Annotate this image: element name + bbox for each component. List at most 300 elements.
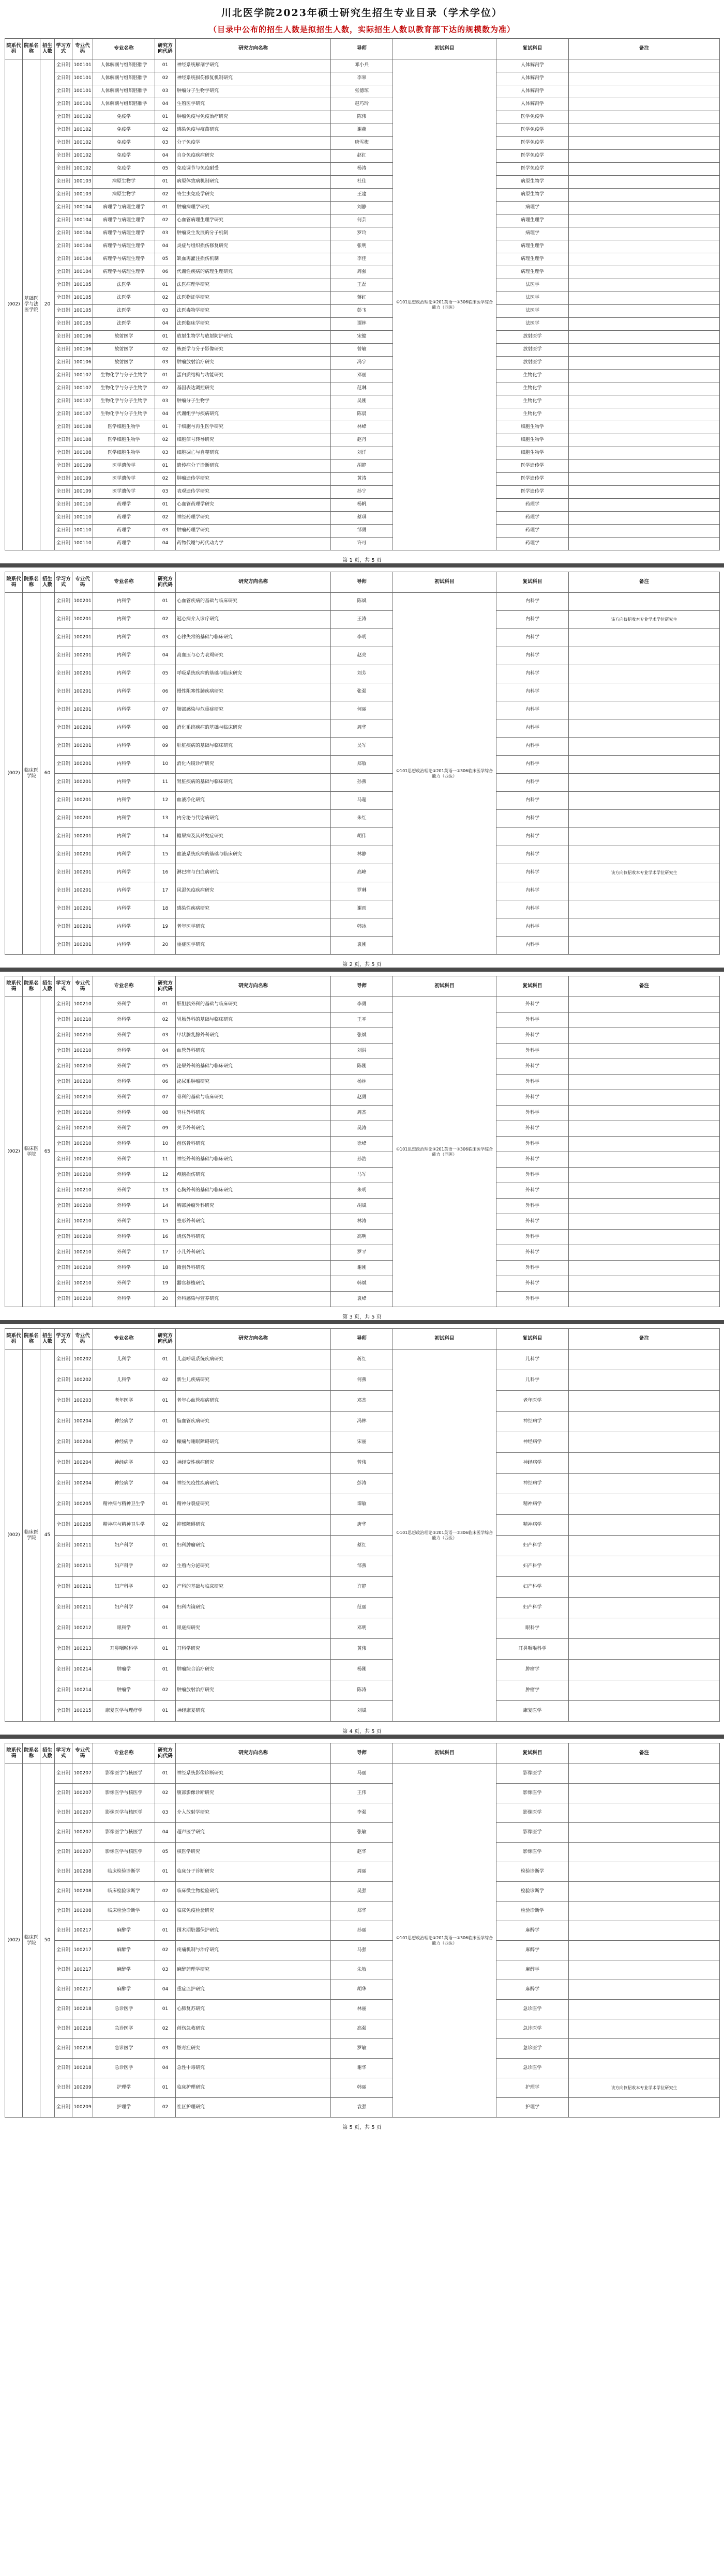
major-code: 100205 bbox=[72, 1515, 93, 1536]
advisor: 陈刚 bbox=[331, 1059, 393, 1075]
retest-subject: 药理学 bbox=[496, 538, 569, 550]
direction-code: 02 bbox=[155, 1432, 176, 1453]
study-mode: 全日制 bbox=[55, 1292, 72, 1307]
retest-subject: 护理学 bbox=[496, 2098, 569, 2118]
table-row bbox=[5, 331, 720, 344]
major-name: 内科学 bbox=[93, 611, 155, 629]
study-mode: 全日制 bbox=[55, 593, 72, 611]
study-mode: 全日制 bbox=[55, 1823, 72, 1843]
study-mode: 全日制 bbox=[55, 1137, 72, 1152]
direction-name: 血液系统疾病的基础与临床研究 bbox=[176, 846, 331, 864]
remark bbox=[569, 486, 720, 499]
remark bbox=[569, 1090, 720, 1106]
table-row bbox=[5, 2098, 720, 2118]
column-header: 复试科目 bbox=[496, 1329, 569, 1350]
direction-name: 胸部肿瘤外科研究 bbox=[176, 1199, 331, 1214]
advisor: 范丽 bbox=[331, 1598, 393, 1618]
remark bbox=[569, 1843, 720, 1862]
advisor: 罗琳 bbox=[331, 882, 393, 900]
retest-subject: 细胞生物学 bbox=[496, 421, 569, 434]
retest-subject: 外科学 bbox=[496, 1044, 569, 1059]
direction-code: 03 bbox=[155, 1803, 176, 1823]
major-name: 影像医学与核医学 bbox=[93, 1843, 155, 1862]
retest-subject: 法医学 bbox=[496, 305, 569, 318]
school-code: (002) bbox=[5, 1764, 23, 2118]
retest-subject: 内科学 bbox=[496, 611, 569, 629]
table-row bbox=[5, 460, 720, 473]
direction-code: 01 bbox=[155, 1660, 176, 1680]
advisor: 吴强 bbox=[331, 1882, 393, 1902]
study-mode: 全日制 bbox=[55, 1391, 72, 1412]
study-mode: 全日制 bbox=[55, 447, 72, 460]
direction-name: 老年心血管疾病研究 bbox=[176, 1391, 331, 1412]
remark bbox=[569, 163, 720, 176]
remark bbox=[569, 253, 720, 266]
retest-subject: 神经病学 bbox=[496, 1412, 569, 1432]
major-name: 人体解剖与组织胚胎学 bbox=[93, 85, 155, 98]
study-mode: 全日制 bbox=[55, 305, 72, 318]
study-mode: 全日制 bbox=[55, 828, 72, 846]
direction-code: 02 bbox=[155, 189, 176, 202]
study-mode: 全日制 bbox=[55, 1059, 72, 1075]
table-row bbox=[5, 1432, 720, 1453]
major-code: 100102 bbox=[72, 163, 93, 176]
advisor: 谭敏 bbox=[331, 1494, 393, 1515]
table-row bbox=[5, 1137, 720, 1152]
retest-subject: 药理学 bbox=[496, 525, 569, 538]
remark bbox=[569, 1639, 720, 1660]
remark bbox=[569, 72, 720, 85]
major-code: 100105 bbox=[72, 279, 93, 292]
direction-code: 11 bbox=[155, 774, 176, 792]
page-footer: 第 2 页，共 5 页 bbox=[342, 962, 382, 968]
retest-subject: 内科学 bbox=[496, 665, 569, 683]
retest-subject: 外科学 bbox=[496, 1137, 569, 1152]
major-code: 100210 bbox=[72, 1183, 93, 1199]
table-row bbox=[5, 937, 720, 955]
major-name: 医学遗传学 bbox=[93, 486, 155, 499]
direction-name: 泌尿外科的基础与临床研究 bbox=[176, 1059, 331, 1075]
direction-name: 代谢组学与疾病研究 bbox=[176, 408, 331, 421]
major-code: 100108 bbox=[72, 434, 93, 447]
direction-name: 急性中毒研究 bbox=[176, 2059, 331, 2078]
remark bbox=[569, 1598, 720, 1618]
major-code: 100104 bbox=[72, 202, 93, 214]
direction-code: 04 bbox=[155, 1598, 176, 1618]
direction-code: 04 bbox=[155, 240, 176, 253]
direction-code: 02 bbox=[155, 611, 176, 629]
advisor: 许可 bbox=[331, 538, 393, 550]
remark bbox=[569, 227, 720, 240]
major-name: 外科学 bbox=[93, 1199, 155, 1214]
direction-code: 20 bbox=[155, 937, 176, 955]
table-row bbox=[5, 1803, 720, 1823]
remark bbox=[569, 2039, 720, 2059]
study-mode: 全日制 bbox=[55, 774, 72, 792]
direction-code: 01 bbox=[155, 279, 176, 292]
direction-code: 02 bbox=[155, 1680, 176, 1701]
table-row bbox=[5, 525, 720, 538]
retest-subject: 外科学 bbox=[496, 1013, 569, 1028]
column-header: 专业代码 bbox=[72, 976, 93, 997]
major-name: 医学细胞生物学 bbox=[93, 434, 155, 447]
major-name: 临床检验诊断学 bbox=[93, 1862, 155, 1882]
direction-name: 肿瘤放射治疗研究 bbox=[176, 357, 331, 370]
column-header: 备注 bbox=[569, 1329, 720, 1350]
table-row bbox=[5, 1013, 720, 1028]
advisor: 陈晨 bbox=[331, 408, 393, 421]
remark bbox=[569, 382, 720, 395]
table-row bbox=[5, 864, 720, 882]
advisor: 林静 bbox=[331, 846, 393, 864]
column-header: 院系代码 bbox=[5, 976, 23, 997]
study-mode: 全日制 bbox=[55, 370, 72, 382]
advisor: 邹燕 bbox=[331, 1556, 393, 1577]
major-name: 外科学 bbox=[93, 1183, 155, 1199]
direction-code: 09 bbox=[155, 738, 176, 756]
retest-subject: 病理生理学 bbox=[496, 214, 569, 227]
advisor: 周华 bbox=[331, 719, 393, 738]
advisor: 张强 bbox=[331, 683, 393, 701]
remark bbox=[569, 937, 720, 955]
direction-name: 神经外科的基础与临床研究 bbox=[176, 1152, 331, 1168]
table-row bbox=[5, 1556, 720, 1577]
major-name: 外科学 bbox=[93, 1028, 155, 1044]
study-mode: 全日制 bbox=[55, 434, 72, 447]
major-code: 100105 bbox=[72, 318, 93, 331]
study-mode: 全日制 bbox=[55, 1556, 72, 1577]
major-code: 100217 bbox=[72, 1941, 93, 1960]
table-row bbox=[5, 738, 720, 756]
advisor: 张斌 bbox=[331, 1028, 393, 1044]
direction-name: 糖尿病及其并发症研究 bbox=[176, 828, 331, 846]
major-name: 麻醉学 bbox=[93, 1941, 155, 1960]
retest-subject: 生物化学 bbox=[496, 370, 569, 382]
remark bbox=[569, 240, 720, 253]
direction-name: 心律失常的基础与临床研究 bbox=[176, 629, 331, 647]
study-mode: 全日制 bbox=[55, 1474, 72, 1494]
advisor: 高明 bbox=[331, 1230, 393, 1245]
column-header: 招生人数 bbox=[40, 39, 55, 59]
direction-name: 微创外科研究 bbox=[176, 1261, 331, 1276]
document-note: （目录中公布的招生人数是拟招生人数，实际招生人数以教育部下达的规模数为准） bbox=[208, 25, 515, 34]
remark bbox=[569, 997, 720, 1013]
direction-name: 外科感染与营养研究 bbox=[176, 1292, 331, 1307]
exam-subjects: ①101思想政治理论②201英语一③306临床医学综合能力（西医） bbox=[393, 997, 496, 1307]
table-row bbox=[5, 59, 720, 72]
major-code: 100201 bbox=[72, 683, 93, 701]
study-mode: 全日制 bbox=[55, 1090, 72, 1106]
column-header: 导师 bbox=[331, 1743, 393, 1764]
advisor: 许静 bbox=[331, 1577, 393, 1598]
advisor: 林丽 bbox=[331, 2000, 393, 2019]
direction-code: 04 bbox=[155, 1474, 176, 1494]
exam-subjects: ①101思想政治理论②201英语一③306临床医学综合能力（西医） bbox=[393, 1764, 496, 2118]
remark bbox=[569, 512, 720, 525]
major-code: 100211 bbox=[72, 1598, 93, 1618]
remark: 该方向仅招收本专业学术学位研究生 bbox=[569, 611, 720, 629]
advisor: 邓小兵 bbox=[331, 59, 393, 72]
retest-subject: 妇产科学 bbox=[496, 1556, 569, 1577]
major-code: 100110 bbox=[72, 538, 93, 550]
major-name: 外科学 bbox=[93, 1214, 155, 1230]
major-code: 100107 bbox=[72, 408, 93, 421]
remark bbox=[569, 98, 720, 111]
table-row bbox=[5, 1183, 720, 1199]
direction-name: 超声医学研究 bbox=[176, 1823, 331, 1843]
direction-name: 肿瘤病理学研究 bbox=[176, 202, 331, 214]
direction-code: 04 bbox=[155, 647, 176, 665]
advisor: 邓丽 bbox=[331, 370, 393, 382]
direction-name: 核医学研究 bbox=[176, 1843, 331, 1862]
major-code: 100201 bbox=[72, 593, 93, 611]
major-name: 精神病与精神卫生学 bbox=[93, 1494, 155, 1515]
direction-code: 03 bbox=[155, 525, 176, 538]
table-row bbox=[5, 318, 720, 331]
study-mode: 全日制 bbox=[55, 1680, 72, 1701]
major-name: 生物化学与分子生物学 bbox=[93, 370, 155, 382]
direction-name: 肿瘤综合治疗研究 bbox=[176, 1660, 331, 1680]
table-row bbox=[5, 1168, 720, 1183]
direction-code: 01 bbox=[155, 1701, 176, 1722]
remark bbox=[569, 1152, 720, 1168]
retest-subject: 护理学 bbox=[496, 2078, 569, 2098]
retest-subject: 法医学 bbox=[496, 292, 569, 305]
table-row bbox=[5, 1028, 720, 1044]
major-code: 100201 bbox=[72, 846, 93, 864]
advisor: 黄伟 bbox=[331, 1639, 393, 1660]
column-header: 院系代码 bbox=[5, 1743, 23, 1764]
major-name: 外科学 bbox=[93, 1059, 155, 1075]
study-mode: 全日制 bbox=[55, 719, 72, 738]
remark bbox=[569, 882, 720, 900]
major-code: 100202 bbox=[72, 1350, 93, 1370]
retest-subject: 外科学 bbox=[496, 1230, 569, 1245]
advisor: 孙浩 bbox=[331, 1152, 393, 1168]
direction-code: 01 bbox=[155, 1391, 176, 1412]
page-footer: 第 3 页，共 5 页 bbox=[342, 1314, 382, 1320]
advisor: 谢燕 bbox=[331, 124, 393, 137]
study-mode: 全日制 bbox=[55, 1412, 72, 1432]
direction-code: 02 bbox=[155, 72, 176, 85]
column-header: 院系代码 bbox=[5, 1329, 23, 1350]
remark bbox=[569, 665, 720, 683]
remark bbox=[569, 738, 720, 756]
direction-name: 神经系统影像诊断研究 bbox=[176, 1764, 331, 1784]
major-name: 外科学 bbox=[93, 1106, 155, 1121]
direction-code: 01 bbox=[155, 59, 176, 72]
column-header: 复试科目 bbox=[496, 39, 569, 59]
advisor: 刘洋 bbox=[331, 447, 393, 460]
study-mode: 全日制 bbox=[55, 163, 72, 176]
major-code: 100207 bbox=[72, 1803, 93, 1823]
major-name: 病理学与病理生理学 bbox=[93, 253, 155, 266]
direction-code: 01 bbox=[155, 1639, 176, 1660]
direction-name: 眼底病研究 bbox=[176, 1618, 331, 1639]
direction-code: 04 bbox=[155, 538, 176, 550]
major-code: 100201 bbox=[72, 756, 93, 774]
direction-name: 神经变性疾病研究 bbox=[176, 1453, 331, 1474]
table-row bbox=[5, 1941, 720, 1960]
table-row bbox=[5, 2019, 720, 2039]
advisor: 郑敏 bbox=[331, 756, 393, 774]
retest-subject: 精神病学 bbox=[496, 1494, 569, 1515]
major-name: 精神病与精神卫生学 bbox=[93, 1515, 155, 1536]
direction-code: 08 bbox=[155, 719, 176, 738]
retest-subject: 儿科学 bbox=[496, 1370, 569, 1391]
direction-name: 细胞信号转导研究 bbox=[176, 434, 331, 447]
direction-name: 法医临床学研究 bbox=[176, 318, 331, 331]
advisor: 宋丽 bbox=[331, 1432, 393, 1453]
column-header: 院系名称 bbox=[23, 1743, 40, 1764]
direction-name: 法医毒物学研究 bbox=[176, 305, 331, 318]
direction-code: 01 bbox=[155, 111, 176, 124]
advisor: 张明 bbox=[331, 240, 393, 253]
remark bbox=[569, 647, 720, 665]
major-name: 生物化学与分子生物学 bbox=[93, 382, 155, 395]
direction-name: 肿瘤发生发展的分子机制 bbox=[176, 227, 331, 240]
major-name: 麻醉学 bbox=[93, 1960, 155, 1980]
major-name: 法医学 bbox=[93, 292, 155, 305]
major-name: 医学细胞生物学 bbox=[93, 447, 155, 460]
direction-code: 03 bbox=[155, 1028, 176, 1044]
major-code: 100104 bbox=[72, 214, 93, 227]
direction-code: 04 bbox=[155, 1823, 176, 1843]
remark bbox=[569, 2098, 720, 2118]
advisor: 马超 bbox=[331, 792, 393, 810]
table-row bbox=[5, 1075, 720, 1090]
study-mode: 全日制 bbox=[55, 882, 72, 900]
table-row bbox=[5, 486, 720, 499]
study-mode: 全日制 bbox=[55, 1214, 72, 1230]
table-row bbox=[5, 611, 720, 629]
remark bbox=[569, 828, 720, 846]
advisor: 周强 bbox=[331, 266, 393, 279]
direction-name: 癫痫与睡眠障碍研究 bbox=[176, 1432, 331, 1453]
advisor: 邓明 bbox=[331, 1618, 393, 1639]
direction-code: 02 bbox=[155, 1784, 176, 1803]
retest-subject: 外科学 bbox=[496, 1028, 569, 1044]
column-header: 学习方式 bbox=[55, 1329, 72, 1350]
retest-subject: 急诊医学 bbox=[496, 2039, 569, 2059]
direction-code: 04 bbox=[155, 98, 176, 111]
remark bbox=[569, 1230, 720, 1245]
major-code: 100104 bbox=[72, 240, 93, 253]
advisor: 杜佳 bbox=[331, 176, 393, 189]
major-code: 100201 bbox=[72, 900, 93, 918]
study-mode: 全日制 bbox=[55, 1639, 72, 1660]
major-name: 法医学 bbox=[93, 279, 155, 292]
direction-code: 04 bbox=[155, 2059, 176, 2078]
study-mode: 全日制 bbox=[55, 111, 72, 124]
direction-name: 整形外科研究 bbox=[176, 1214, 331, 1230]
table-row bbox=[5, 176, 720, 189]
study-mode: 全日制 bbox=[55, 1941, 72, 1960]
direction-name: 分子免疫学 bbox=[176, 137, 331, 150]
study-mode: 全日制 bbox=[55, 1453, 72, 1474]
study-mode: 全日制 bbox=[55, 864, 72, 882]
direction-code: 04 bbox=[155, 318, 176, 331]
study-mode: 全日制 bbox=[55, 1980, 72, 2000]
study-mode: 全日制 bbox=[55, 1902, 72, 1921]
direction-code: 05 bbox=[155, 665, 176, 683]
advisor: 谢华 bbox=[331, 2059, 393, 2078]
advisor: 陈涛 bbox=[331, 1680, 393, 1701]
major-code: 100205 bbox=[72, 1494, 93, 1515]
major-code: 100102 bbox=[72, 150, 93, 163]
major-name: 内科学 bbox=[93, 701, 155, 719]
retest-subject: 人体解剖学 bbox=[496, 59, 569, 72]
remark bbox=[569, 1618, 720, 1639]
table-row bbox=[5, 900, 720, 918]
direction-name: 心血管病理生理学研究 bbox=[176, 214, 331, 227]
major-code: 100201 bbox=[72, 774, 93, 792]
table-row bbox=[5, 538, 720, 550]
major-name: 外科学 bbox=[93, 1292, 155, 1307]
remark bbox=[569, 1536, 720, 1556]
remark bbox=[569, 1701, 720, 1722]
major-name: 内科学 bbox=[93, 774, 155, 792]
major-name: 生物化学与分子生物学 bbox=[93, 408, 155, 421]
study-mode: 全日制 bbox=[55, 1598, 72, 1618]
direction-code: 02 bbox=[155, 434, 176, 447]
study-mode: 全日制 bbox=[55, 1960, 72, 1980]
study-mode: 全日制 bbox=[55, 997, 72, 1013]
major-code: 100108 bbox=[72, 421, 93, 434]
column-header: 院系名称 bbox=[23, 572, 40, 593]
retest-subject: 内科学 bbox=[496, 846, 569, 864]
major-name: 内科学 bbox=[93, 828, 155, 846]
retest-subject: 麻醉学 bbox=[496, 1960, 569, 1980]
major-code: 100105 bbox=[72, 305, 93, 318]
table-row bbox=[5, 189, 720, 202]
school-name: 临床医学院 bbox=[23, 593, 40, 955]
direction-name: 疼痛机制与治疗研究 bbox=[176, 1941, 331, 1960]
study-mode: 全日制 bbox=[55, 665, 72, 683]
major-name: 病理学与病理生理学 bbox=[93, 214, 155, 227]
advisor: 马强 bbox=[331, 1941, 393, 1960]
retest-subject: 眼科学 bbox=[496, 1618, 569, 1639]
table-row bbox=[5, 1701, 720, 1722]
direction-name: 抑郁障碍研究 bbox=[176, 1515, 331, 1536]
table-row bbox=[5, 1515, 720, 1536]
table-row bbox=[5, 434, 720, 447]
major-name: 老年医学 bbox=[93, 1391, 155, 1412]
exam-subjects: ①101思想政治理论②201英语一③306临床医学综合能力（西医） bbox=[393, 1350, 496, 1722]
study-mode: 全日制 bbox=[55, 59, 72, 72]
column-header: 导师 bbox=[331, 1329, 393, 1350]
study-mode: 全日制 bbox=[55, 279, 72, 292]
enrollment-total: 45 bbox=[40, 1350, 55, 1722]
direction-name: 烧伤外科研究 bbox=[176, 1230, 331, 1245]
remark bbox=[569, 2059, 720, 2078]
table-row bbox=[5, 1960, 720, 1980]
direction-code: 01 bbox=[155, 331, 176, 344]
study-mode: 全日制 bbox=[55, 408, 72, 421]
major-name: 外科学 bbox=[93, 1261, 155, 1276]
direction-name: 生殖内分泌研究 bbox=[176, 1556, 331, 1577]
retest-subject: 神经病学 bbox=[496, 1453, 569, 1474]
table-row bbox=[5, 1882, 720, 1902]
direction-code: 02 bbox=[155, 512, 176, 525]
direction-code: 04 bbox=[155, 1044, 176, 1059]
study-mode: 全日制 bbox=[55, 124, 72, 137]
remark bbox=[569, 1556, 720, 1577]
major-code: 100106 bbox=[72, 344, 93, 357]
advisor: 谢雨 bbox=[331, 900, 393, 918]
advisor: 王建 bbox=[331, 189, 393, 202]
direction-name: 妇科肿瘤研究 bbox=[176, 1536, 331, 1556]
